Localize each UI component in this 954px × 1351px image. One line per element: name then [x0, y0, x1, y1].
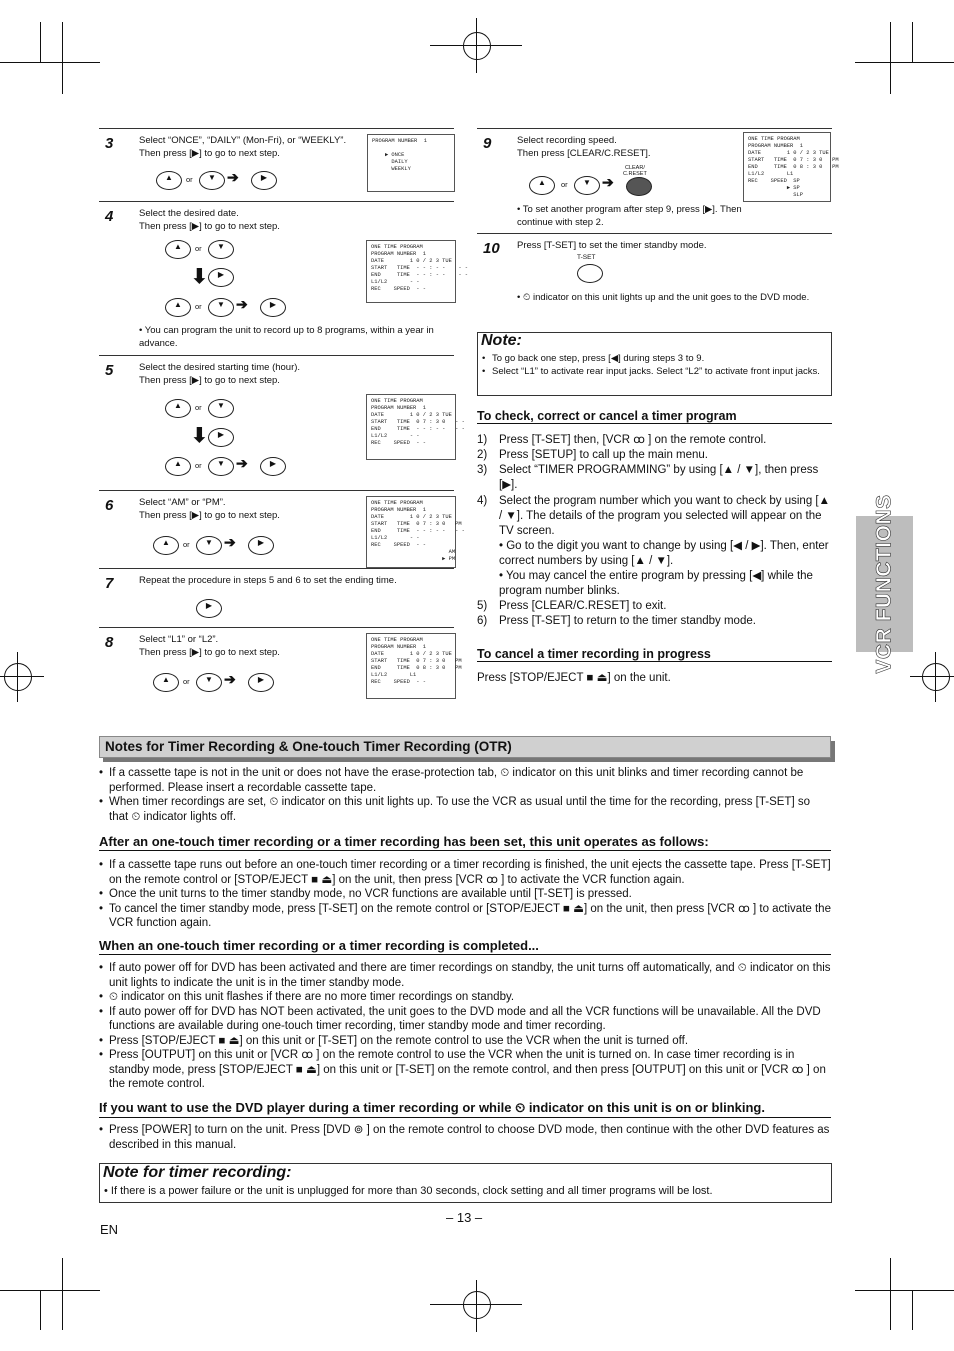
- step-text: Select the desired date.: [139, 208, 239, 219]
- crop-mark: [0, 62, 100, 63]
- list-item: 1) Press [T-SET] then, [VCR ꝏ ] on the remote control.: [477, 434, 767, 446]
- step-text: Then press [▶] to go to next step.: [139, 510, 280, 521]
- arrow-right-icon: ➔: [224, 671, 236, 687]
- list-item: • If auto power off for DVD has NOT been activated, the unit goes to the DVD mode and all the VCR functions will be unavailable. All the DVD functions are available during one-touch timer recording, timer standby mode and timer recording.: [99, 1005, 832, 1034]
- right-button-icon: ▶: [260, 457, 286, 476]
- registration-line: [0, 676, 44, 677]
- arrow-down-icon: ⬇: [191, 425, 208, 447]
- timer-note-box: [99, 1163, 832, 1203]
- arrow-right-icon: ➔: [602, 174, 614, 190]
- note-title: Note:: [481, 332, 522, 349]
- right-button-icon: ▶: [208, 428, 234, 447]
- step-text: Then press [CLEAR/C.RESET].: [517, 148, 651, 159]
- step-number: 3: [105, 135, 114, 152]
- clear-button-icon: [626, 177, 652, 196]
- list-item: • If a cassette tape is not in the unit or does not have the erase-protection tab, ⏲ indicator on this unit blinks and timer recording cannot be performed. Please insert a recordable cassette tape.: [99, 766, 832, 795]
- up-button-icon: ▲: [153, 673, 179, 692]
- up-button-icon: ▲: [165, 298, 191, 317]
- registration-mark: [463, 1291, 491, 1319]
- heading-bar: [99, 736, 831, 758]
- list-item: 2) Press [SETUP] to call up the main menu.: [477, 449, 709, 461]
- list-item: • To cancel the timer standby mode, press [T-SET] on the remote control or [STOP/EJECT ■ ⏏] on the unit, then press [VCR ꝏ ] to activate the VCR function again.: [99, 902, 832, 931]
- crop-mark: [62, 22, 63, 94]
- or-label: or: [183, 540, 190, 549]
- section-heading: After an one-touch timer recording or a timer recording has been set, this unit operates as follows:: [99, 834, 831, 851]
- t-set-button-icon: [577, 264, 603, 283]
- step-number: 4: [105, 208, 114, 225]
- registration-line: [910, 676, 954, 677]
- step-text: Then press [▶] to go to next step.: [139, 221, 280, 232]
- down-button-icon: ▼: [196, 673, 222, 692]
- button-caption: CLEAR/ C.RESET: [623, 165, 647, 177]
- list-item: • Press [OUTPUT] on this unit or [VCR ꝏ ] on the remote control to use the VCR when the unit is turned on. In case timer recording is in standby mode, press [STOP/EJECT ■ ⏏] on this unit or [T-SET] on the remote control, and then press [OUTPUT] on this unit or [VCR ꝏ ] on the remote control.: [99, 1048, 832, 1092]
- button-caption: T-SET: [577, 254, 596, 261]
- down-button-icon: ▼: [208, 298, 234, 317]
- section-heading: When an one-touch timer recording or a timer recording is completed...: [99, 938, 831, 955]
- osd-screen: ONE TIME PROGRAM PROGRAM NUMBER 1 DATE 1 0 / 2 3 TUE START TIME 0 7 : 3 0 PM END TIME - - : - - - - L1/L2 - - REC SPEED - - AM ▶ PM: [366, 496, 456, 568]
- step-number: 10: [483, 240, 500, 257]
- check-steps: [477, 433, 832, 629]
- step-text: Select recording speed.: [517, 135, 617, 146]
- step-text: Select “ONCE”, “DAILY” (Mon-Fri), or “WEEKLY”.: [139, 135, 347, 146]
- section-heading: To check, correct or cancel a timer program: [477, 409, 832, 424]
- step-note: • ⏲ indicator on this unit lights up and the unit goes to the DVD mode.: [517, 292, 810, 303]
- osd-screen: PROGRAM NUMBER 1 ▶ ONCE DAILY WEEKLY: [367, 134, 455, 192]
- or-label: or: [195, 302, 202, 311]
- step-note: • To set another program after step 9, press [▶]. Then continue with step 2.: [517, 204, 742, 228]
- step-text: Select “L1” or “L2”.: [139, 634, 219, 645]
- note-text: • If there is a power failure or the unit is unplugged for more than 30 seconds, clock setting and all timer programs will be lost.: [104, 1185, 713, 1197]
- registration-line: [476, 1280, 477, 1332]
- list-item: 6) Press [T-SET] to return to the timer standby mode.: [477, 615, 756, 627]
- step-text: Select the desired starting time (hour).: [139, 362, 301, 373]
- osd-screen: ONE TIME PROGRAM PROGRAM NUMBER 1 DATE 1 0 / 2 3 TUE START TIME 0 7 : 3 0 PM END TIME 0 8 : 3 0 PM L1/L2 L1 REC SPEED - -: [366, 633, 456, 699]
- list-item: • You may cancel the entire program by pressing [◀] while the program number blinks.: [499, 570, 813, 597]
- or-label: or: [183, 677, 190, 686]
- up-button-icon: ▲: [165, 399, 191, 418]
- down-button-icon: ▼: [574, 176, 600, 195]
- step-7: [99, 568, 454, 627]
- right-button-icon: ▶: [196, 599, 222, 618]
- language-label: EN: [100, 1222, 119, 1237]
- note-item: • Select “L1” to activate rear input jacks. Select “L2” to activate front input jacks.: [482, 366, 827, 379]
- right-button-icon: ▶: [260, 298, 286, 317]
- crop-mark: [0, 1290, 100, 1291]
- registration-line: [476, 18, 477, 73]
- section-tab-label: VCR FUNCTIONS: [872, 494, 896, 674]
- step-9: [477, 128, 839, 233]
- list-item: 3) Select “TIMER PROGRAMMING” by using [▲ / ▼], then press [▶].: [477, 464, 819, 491]
- up-button-icon: ▲: [153, 536, 179, 555]
- step-note: • You can program the unit to record up to 8 programs, within a year in advance.: [139, 325, 434, 349]
- note-title: Note for timer recording:: [103, 1164, 292, 1181]
- registration-line: [17, 652, 18, 702]
- crop-mark: [855, 1290, 954, 1291]
- up-button-icon: ▲: [165, 457, 191, 476]
- step-4: [99, 201, 469, 354]
- or-label: or: [195, 244, 202, 253]
- crop-mark: [62, 1258, 63, 1330]
- list-item: 5) Press [CLEAR/C.RESET] to exit.: [477, 600, 667, 612]
- step-number: 7: [105, 575, 114, 592]
- right-button-icon: ▶: [251, 171, 277, 190]
- step-number: 9: [483, 135, 492, 152]
- list-item: • If a cassette tape runs out before an one-touch timer recording or a timer recording is finished, the unit ejects the cassette tape. Press [T-SET] on the remote control or [STOP/EJECT ■ ⏏] on the unit, then press [VCR ꝏ ] to activate the VCR function again.: [99, 858, 832, 887]
- step-10: [477, 233, 832, 322]
- right-button-icon: ▶: [248, 673, 274, 692]
- list-item: • If auto power off for DVD has been activated and there are timer recordings on standby, the unit turns off automatically, and ⏲ indicator on this unit lights to indicate the unit is in the timer standby mode.: [99, 961, 832, 990]
- or-label: or: [561, 180, 568, 189]
- section-heading: If you want to use the DVD player during a timer recording or while ⏲ indicator on this unit is on or blinking.: [99, 1100, 831, 1118]
- page-number: – 13 –: [446, 1210, 483, 1225]
- registration-line: [935, 652, 936, 702]
- step-number: 6: [105, 497, 114, 514]
- right-button-icon: ▶: [248, 536, 274, 555]
- list-item: 4) Select the program number which you want to check by using [▲ / ▼]. The details of the program you selected will appear on the TV screen.: [477, 495, 830, 537]
- osd-screen: ONE TIME PROGRAM PROGRAM NUMBER 1 DATE 1 0 / 2 3 TUE START TIME 0 7 : 3 0 - - END TIME - - : - - - - L1/L2 - - REC SPEED - -: [366, 394, 456, 460]
- down-button-icon: ▼: [208, 457, 234, 476]
- registration-mark: [4, 663, 32, 691]
- cancel-text: Press [STOP/EJECT ■ ⏏] on the unit.: [477, 672, 671, 684]
- step-text: Press [T-SET] to set the timer standby mode.: [517, 240, 707, 251]
- down-button-icon: ▼: [196, 536, 222, 555]
- step-text: Select “AM” or “PM”.: [139, 497, 226, 508]
- arrow-down-icon: ⬇: [191, 266, 208, 288]
- registration-mark: [922, 663, 950, 691]
- up-button-icon: ▲: [156, 171, 182, 190]
- or-label: or: [195, 403, 202, 412]
- crop-mark: [890, 22, 891, 94]
- list-item: • Press [POWER] to turn on the unit. Press [DVD ⊚ ] on the remote control to choose DVD mode, then continue with the other DVD features as described in this manual.: [99, 1123, 832, 1152]
- crop-mark: [40, 1290, 41, 1330]
- step-text: Repeat the procedure in steps 5 and 6 to set the ending time.: [139, 575, 397, 586]
- arrow-right-icon: ➔: [227, 169, 239, 185]
- down-button-icon: ▼: [208, 240, 234, 259]
- step-text: Then press [▶] to go to next step.: [139, 647, 280, 658]
- down-button-icon: ▼: [199, 171, 225, 190]
- crop-mark: [912, 1290, 913, 1330]
- crop-mark: [912, 22, 913, 62]
- section-heading: To cancel a timer recording in progress: [477, 647, 832, 662]
- right-button-icon: ▶: [208, 268, 234, 287]
- step-5: [99, 355, 465, 489]
- note-item: • To go back one step, press [◀] during steps 3 to 9.: [482, 353, 827, 366]
- step-8: [99, 627, 462, 700]
- step-text: Then press [▶] to go to next step.: [139, 375, 280, 386]
- step-number: 8: [105, 634, 114, 651]
- up-button-icon: ▲: [165, 240, 191, 259]
- crop-mark: [40, 22, 41, 62]
- list-item: • When timer recordings are set, ⏲ indicator on this unit lights up. To use the VCR as usual until the time for the recording, press [T-SET] so that ⏲ indicator lights off.: [99, 795, 832, 824]
- osd-screen: ONE TIME PROGRAM PROGRAM NUMBER 1 DATE 1 0 / 2 3 TUE START TIME 0 7 : 3 0 PM END TIME 0 8 : 3 0 PM L1/L2 L1 REC SPEED SP ▶ SP SLP: [743, 132, 831, 202]
- arrow-right-icon: ➔: [224, 534, 236, 550]
- step-6: [99, 490, 465, 567]
- up-button-icon: ▲: [529, 176, 555, 195]
- note-box: [477, 332, 832, 396]
- arrow-right-icon: ➔: [236, 296, 248, 312]
- list-item: • Press [STOP/EJECT ■ ⏏] on this unit or [T-SET] on the remote control to use the VCR when the unit is turned off.: [99, 1034, 832, 1049]
- down-button-icon: ▼: [208, 399, 234, 418]
- list-item: • Go to the digit you want to change by using [◀ / ▶]. Then, enter correct numbers by using [▲ / ▼].: [499, 540, 829, 567]
- step-number: 5: [105, 362, 114, 379]
- crop-mark: [855, 62, 954, 63]
- list-item: • Once the unit turns to the timer standby mode, no VCR functions are available until [T-SET] is pressed.: [99, 887, 832, 902]
- registration-mark: [463, 32, 491, 60]
- section-heading: Notes for Timer Recording & One-touch Timer Recording (OTR): [105, 739, 512, 754]
- crop-mark: [890, 1258, 891, 1330]
- arrow-right-icon: ➔: [236, 455, 248, 471]
- list-item: • ⏲ indicator on this unit flashes if there are no more timer recordings on standby.: [99, 990, 832, 1005]
- or-label: or: [186, 175, 193, 184]
- osd-screen: ONE TIME PROGRAM PROGRAM NUMBER 1 DATE 1 0 / 2 3 TUE START TIME - - : - - - - END TIME - - : - - - - L1/L2 - - REC SPEED - -: [366, 240, 456, 303]
- or-label: or: [195, 461, 202, 470]
- step-text: Then press [▶] to go to next step.: [139, 148, 280, 159]
- step-3: [99, 128, 454, 201]
